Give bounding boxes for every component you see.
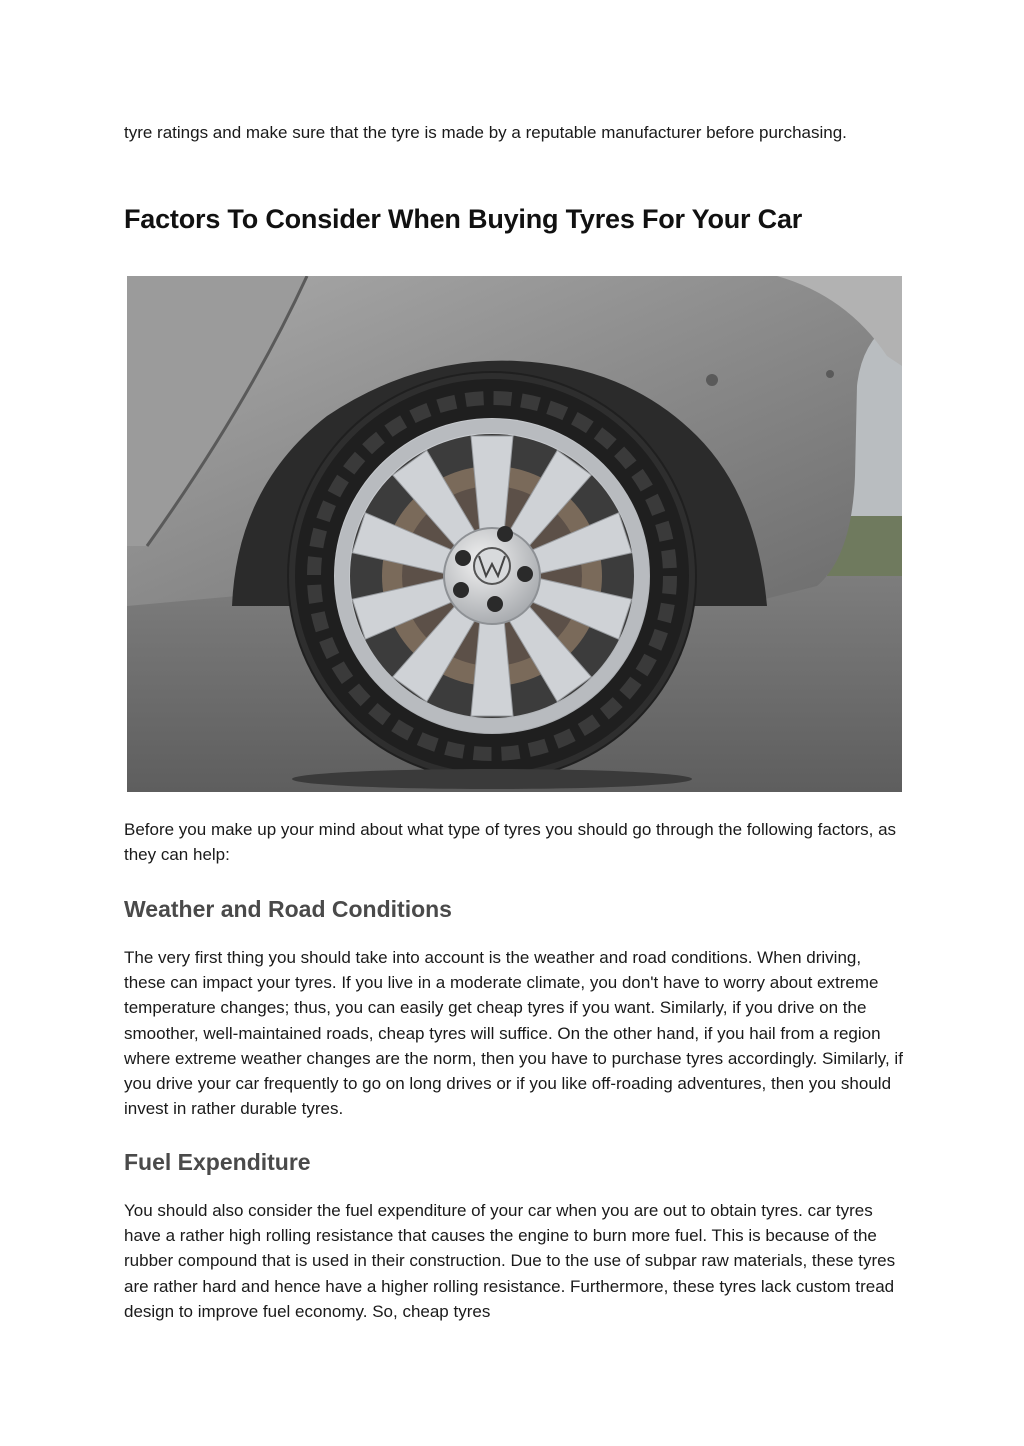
intro-paragraph-tail: tyre ratings and make sure that the tyre is made by a reputable manufacturer before purchasing. — [124, 123, 847, 142]
main-heading: Factors To Consider When Buying Tyres For Your Car — [124, 204, 803, 234]
vw-logo-icon — [474, 548, 510, 584]
section-body-fuel: You should also consider the fuel expenditure of your car when you are out to obtain tyres. car tyres have a rather high rolling resistance that causes the engine to burn more fuel. This is because of the rubber compound that is used in their construction. Due to the use of subpar raw materials, these tyres are rather hard and hence have a higher rolling resistance. Furthermore, these tyres lack custom tread design to improve fuel economy. So, cheap tyres — [124, 1201, 896, 1321]
lead-paragraph: Before you make up your mind about what type of tyres you should go through the following factors, as they can help: — [124, 820, 897, 865]
car-wheel-photo — [127, 276, 902, 792]
section-heading-fuel: Fuel Expenditure — [124, 1149, 311, 1175]
section-heading-weather: Weather and Road Conditions — [124, 896, 452, 922]
section-body-weather: The very first thing you should take into account is the weather and road conditions. When driving, these can impact your tyres. If you live in a moderate climate, you don't have to worry about extreme temperature changes; thus, you can easily get cheap tyres if you want. Similarly, if you drive on the smoother, well-maintained roads, cheap tyres will suffice. On the other hand, if you hail from a region where extreme weather changes are the norm, then you have to purchase tyres accordingly. Similarly, if you drive your car frequently to go on long drives or if you like off-roading adventures, then you should invest in rather durable tyres. — [124, 948, 903, 1119]
